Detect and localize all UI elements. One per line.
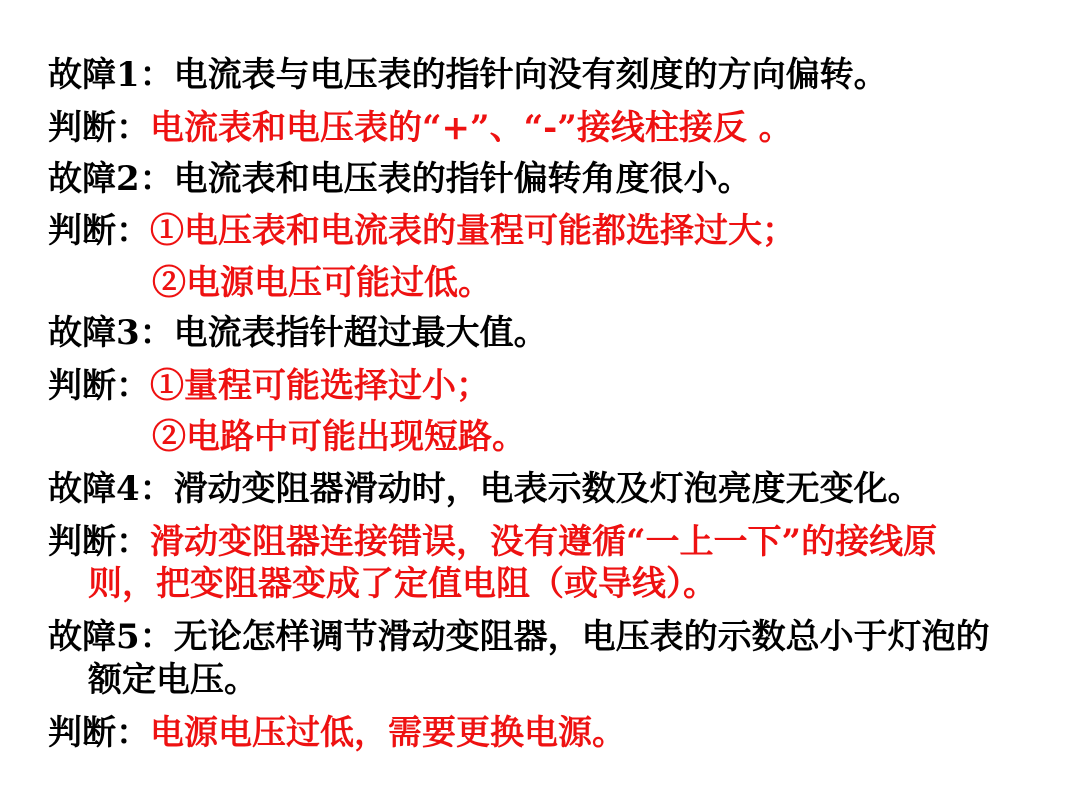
fault-5-text-b: 额定电压。 bbox=[88, 660, 258, 700]
fault-3-label: 故障3： bbox=[48, 313, 174, 353]
judgement-2-label: 判断： bbox=[48, 211, 150, 251]
judgement-3-line-b bbox=[152, 417, 1060, 457]
fault-2-text: 电流表和电压表的指针偏转角度很小。 bbox=[173, 159, 752, 199]
fault-5-text-a: 无论怎样调节滑动变阻器，电压表的示数总小于灯泡的 bbox=[173, 617, 990, 657]
judgement-3-text-a: ①量程可能选择过小； bbox=[150, 366, 490, 406]
fault-5-line-b bbox=[88, 660, 1060, 700]
judgement-1-text: 电流表和电压表的“+”、“-”接线柱接反 。 bbox=[150, 108, 793, 148]
judgement-5-text: 电源电压过低，需要更换电源。 bbox=[150, 713, 626, 753]
fault-2-line bbox=[48, 159, 1060, 199]
judgement-1-label: 判断： bbox=[48, 108, 150, 148]
judgement-2-text-b: ②电源电压可能过低。 bbox=[152, 263, 492, 303]
judgement-4-text-b: 则，把变阻器变成了定值电阻（或导线）。 bbox=[88, 564, 717, 604]
fault-4-label: 故障4： bbox=[48, 469, 174, 509]
judgement-4-text-a: 滑动变阻器连接错误，没有遵循“一上一下”的接线原 bbox=[150, 522, 938, 562]
fault-2-label: 故障2： bbox=[48, 159, 174, 199]
fault-4-line bbox=[48, 469, 1060, 509]
judgement-5-label: 判断： bbox=[48, 713, 150, 753]
judgement-2-line-b bbox=[152, 263, 1060, 303]
fault-1-text: 电流表与电压表的指针向没有刻度的方向偏转。 bbox=[173, 55, 888, 95]
judgement-3-line bbox=[48, 366, 1060, 406]
judgement-4-label: 判断： bbox=[48, 522, 150, 562]
fault-4-text: 滑动变阻器滑动时，电表示数及灯泡亮度无变化。 bbox=[173, 469, 922, 509]
fault-3-line bbox=[48, 313, 1060, 353]
fault-1-line bbox=[48, 55, 1060, 95]
judgement-3-label: 判断： bbox=[48, 366, 150, 406]
judgement-4-line-b bbox=[88, 564, 1060, 604]
judgement-1-line bbox=[48, 108, 1060, 148]
judgement-5-line bbox=[48, 713, 1060, 753]
judgement-2-line bbox=[48, 211, 1060, 251]
judgement-2-text-a: ①电压表和电流表的量程可能都选择过大； bbox=[150, 211, 796, 251]
judgement-3-text-b: ②电路中可能出现短路。 bbox=[152, 417, 526, 457]
judgement-4-line bbox=[48, 522, 1060, 562]
fault-3-text: 电流表指针超过最大值。 bbox=[173, 313, 548, 353]
fault-5-line bbox=[48, 617, 1060, 657]
fault-5-label: 故障5： bbox=[48, 617, 174, 657]
fault-1-label: 故障1： bbox=[48, 55, 174, 95]
